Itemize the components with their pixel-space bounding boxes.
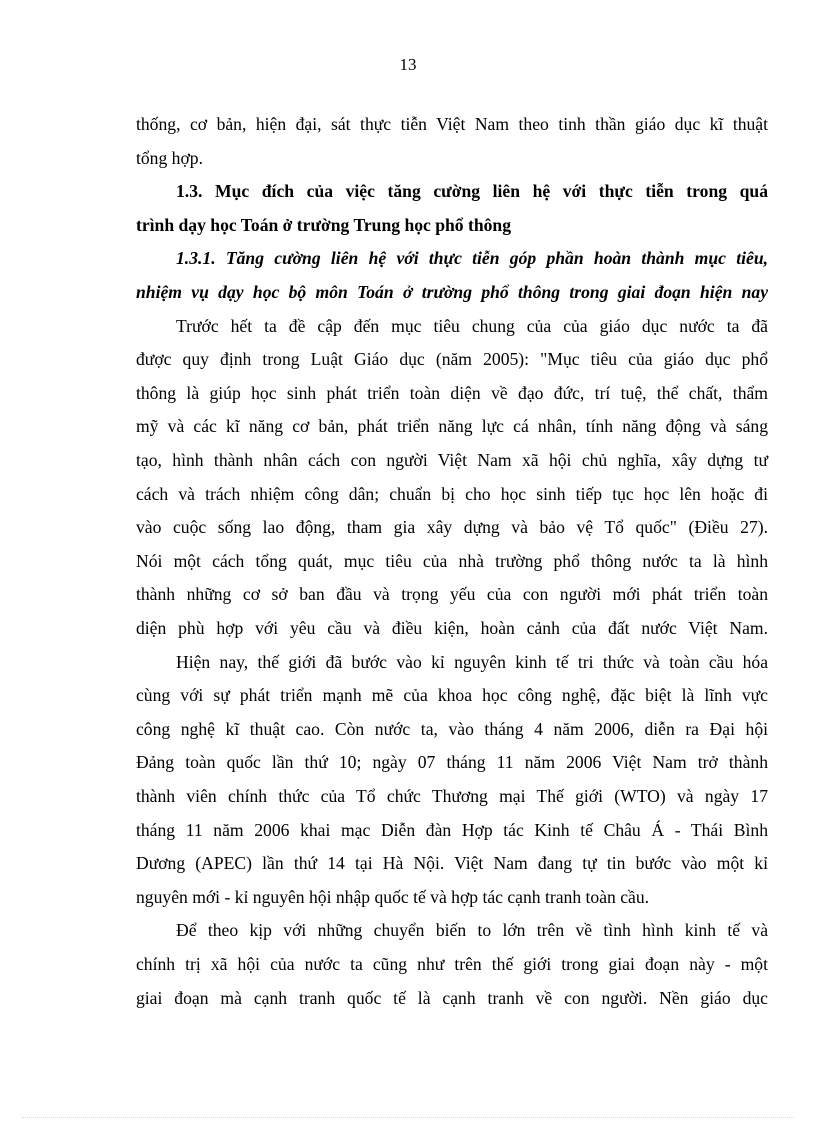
text-line: tổng hợp. (136, 147, 203, 168)
text-line: thông là giúp học sinh phát triển toàn diện về đạo đức, trí tuệ, thể chất, thẩm (136, 382, 768, 403)
text-line: giai đoạn mà cạnh tranh quốc tế là cạnh tranh về con người. Nền giáo dục (136, 987, 768, 1008)
text-line: được quy định trong Luật Giáo dục (năm 2005): "Mục tiêu của giáo dục phổ (136, 349, 768, 370)
text-line: Trước hết ta đề cập đến mục tiêu chung của của giáo dục nước ta đã (176, 315, 768, 336)
text-line: nguyên mới - kỉ nguyên hội nhập quốc tế và hợp tác cạnh tranh toàn cầu. (136, 886, 650, 907)
text-line: 1.3.1. Tăng cường liên hệ với thực tiễn góp phần hoàn thành mục tiêu, (176, 248, 768, 269)
text-line: Hiện nay, thế giới đã bước vào kỉ nguyên kinh tế tri thức và toàn cầu hóa (176, 651, 768, 672)
text-line: cùng với sự phát triển mạnh mẽ của khoa học công nghệ, đặc biệt là lĩnh vực (136, 685, 768, 706)
text-line: diện phù hợp với yêu cầu và điều kiện, hoàn cảnh của đất nước Việt Nam. (136, 618, 768, 638)
text-line: Để theo kịp với những chuyển biến to lớn trên về tình hình kinh tế và (176, 920, 768, 941)
text-line: công nghệ kĩ thuật cao. Còn nước ta, vào tháng 4 năm 2006, diễn ra Đại hội (136, 718, 768, 739)
text-line: Nói một cách tổng quát, mục tiêu của nhà trường phổ thông nước ta là hình (136, 550, 768, 571)
text-line: vào cuộc sống lao động, tham gia xây dựng và bảo vệ Tổ quốc" (Điều 27). (136, 517, 768, 538)
text-line: trình dạy học Toán ở trường Trung học phổ thông (136, 214, 512, 235)
text-line: Dương (APEC) lần thứ 14 tại Hà Nội. Việt Nam đang tự tin bước vào một kỉ (136, 853, 768, 874)
text-line: tạo, hình thành nhân cách con người Việt Nam xã hội chủ nghĩa, xây dựng tư (136, 450, 768, 470)
text-line: thống, cơ bản, hiện đại, sát thực tiễn Việt Nam theo tinh thần giáo dục kĩ thuật (136, 114, 768, 134)
text-line: nhiệm vụ dạy học bộ môn Toán ở trường phổ thông trong giai đoạn hiện nay (136, 282, 768, 302)
text-line: tháng 11 năm 2006 khai mạc Diễn đàn Hợp tác Kinh tế Châu Á - Thái Bình (136, 819, 768, 840)
text-line: cách và trách nhiệm công dân; chuẩn bị cho học sinh tiếp tục học lên hoặc đi (136, 483, 768, 504)
page-bottom-divider (22, 1117, 794, 1118)
page-number: 13 (399, 55, 417, 74)
text-line: mỹ và các kĩ năng cơ bản, phát triển năng lực cá nhân, tính năng động và sáng (136, 416, 768, 437)
text-line: thành những cơ sở ban đầu và trọng yếu của con người mới phát triển toàn (136, 584, 768, 605)
text-line: 1.3. Mục đích của việc tăng cường liên hệ với thực tiễn trong quá (176, 181, 768, 202)
text-line: Đảng toàn quốc lần thứ 10; ngày 07 tháng 11 năm 2006 Việt Nam trở thành (136, 752, 768, 773)
text-line: thành viên chính thức của Tổ chức Thương mại Thế giới (WTO) và ngày 17 (136, 786, 768, 806)
text-line: chính trị xã hội của nước ta cũng như trên thế giới trong giai đoạn này - một (136, 954, 768, 974)
